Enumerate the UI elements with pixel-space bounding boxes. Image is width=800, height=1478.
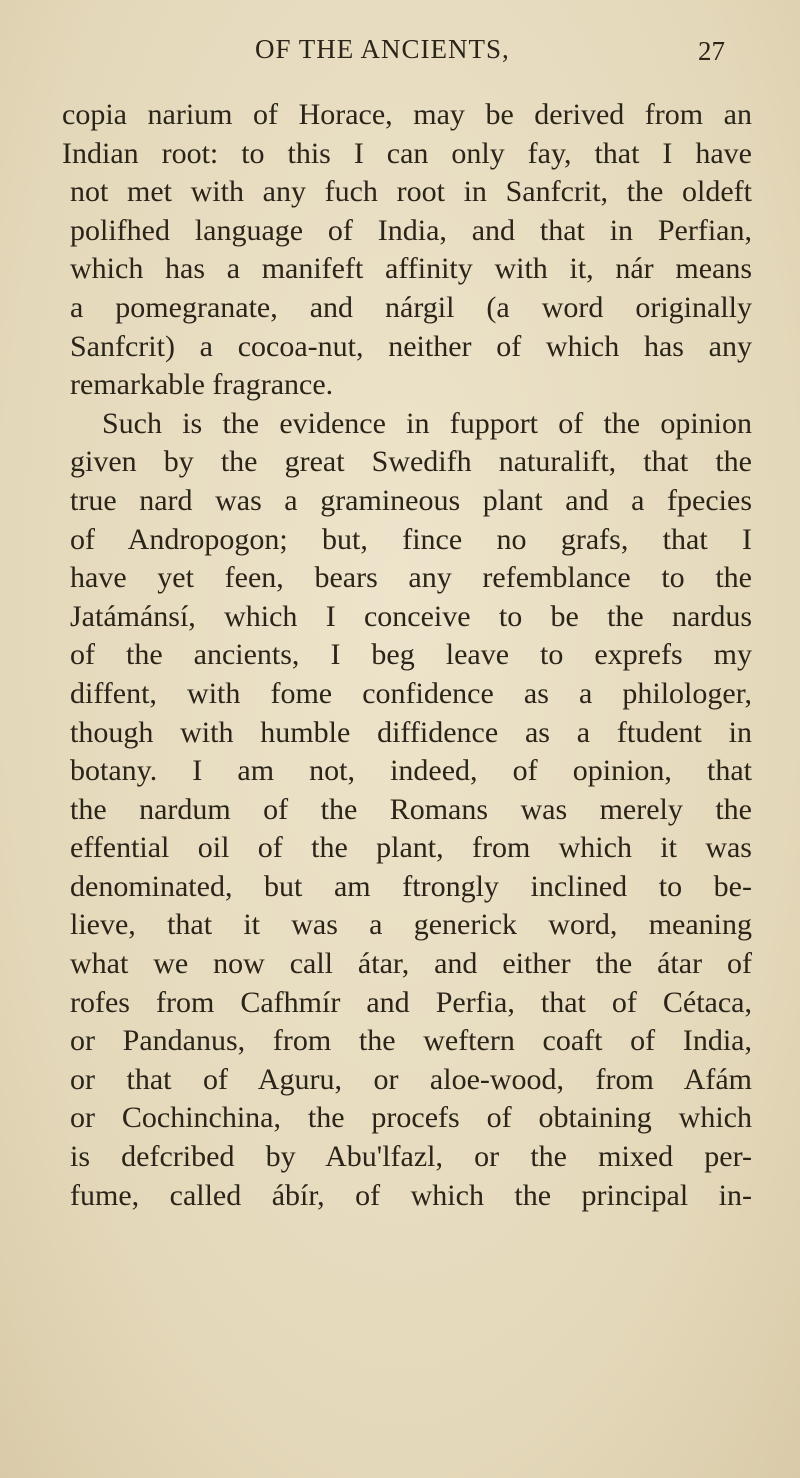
text-line: Such is the evidence in fupport of the opinion	[102, 406, 752, 440]
text-line: or Pandanus, from the weftern coaft of India,	[70, 1024, 752, 1058]
text-line: Indian root: to this I can only fay, that I have	[62, 136, 752, 170]
text-line: rofes from Cafhmír and Perfia, that of Cétaca,	[70, 985, 752, 1019]
text-line: what we now call átar, and either the átar of	[70, 947, 752, 981]
text-line: Jatámánsí, which I conceive to be the nardus	[70, 599, 752, 633]
text-line: copia narium of Horace, may be derived from an	[62, 98, 752, 131]
text-line: Sanfcrit) a cocoa-nut, neither of which has any	[70, 329, 752, 363]
text-line: denominated, but am ftrongly inclined to be-	[70, 869, 752, 903]
text-line: effential oil of the plant, from which it was	[70, 831, 752, 865]
running-head: OF THE ANCIENTS,	[255, 34, 510, 64]
text-line: polifhed language of India, and that in Perfian,	[70, 213, 752, 247]
text-line: or Cochinchina, the procefs of obtaining which	[70, 1101, 752, 1135]
text-line: lieve, that it was a generick word, meaning	[70, 908, 752, 942]
page-header	[0, 34, 800, 78]
text-line: botany. I am not, indeed, of opinion, that	[70, 754, 752, 788]
text-line: or that of Aguru, or aloe-wood, from Afám	[70, 1062, 752, 1096]
text-line: of Andropogon; but, fince no grafs, that I	[70, 522, 752, 556]
text-line: not met with any fuch root in Sanfcrit, the oldeft	[70, 175, 752, 209]
text-line: diffent, with fome confidence as a philologer,	[70, 676, 752, 710]
text-line: the nardum of the Romans was merely the	[70, 792, 752, 826]
text-line: a pomegranate, and nárgil (a word originally	[70, 290, 752, 324]
text-line: which has a manifeft affinity with it, nár means	[70, 252, 752, 286]
text-line: fume, called ábír, of which the principal in-	[70, 1178, 752, 1212]
body-text	[62, 96, 752, 1215]
text-line: have yet feen, bears any refemblance to the	[70, 561, 752, 595]
text-line: is defcribed by Abu'lfazl, or the mixed per-	[70, 1140, 752, 1174]
text-line: true nard was a gramineous plant and a fpecies	[70, 483, 752, 517]
text-line: remarkable fragrance.	[70, 368, 334, 402]
text-line: given by the great Swedifh naturalift, that the	[70, 445, 752, 479]
page-number: 27	[698, 36, 725, 66]
text-line: though with humble diffidence as a ftudent in	[70, 715, 752, 749]
text-line: of the ancients, I beg leave to exprefs my	[70, 638, 752, 672]
